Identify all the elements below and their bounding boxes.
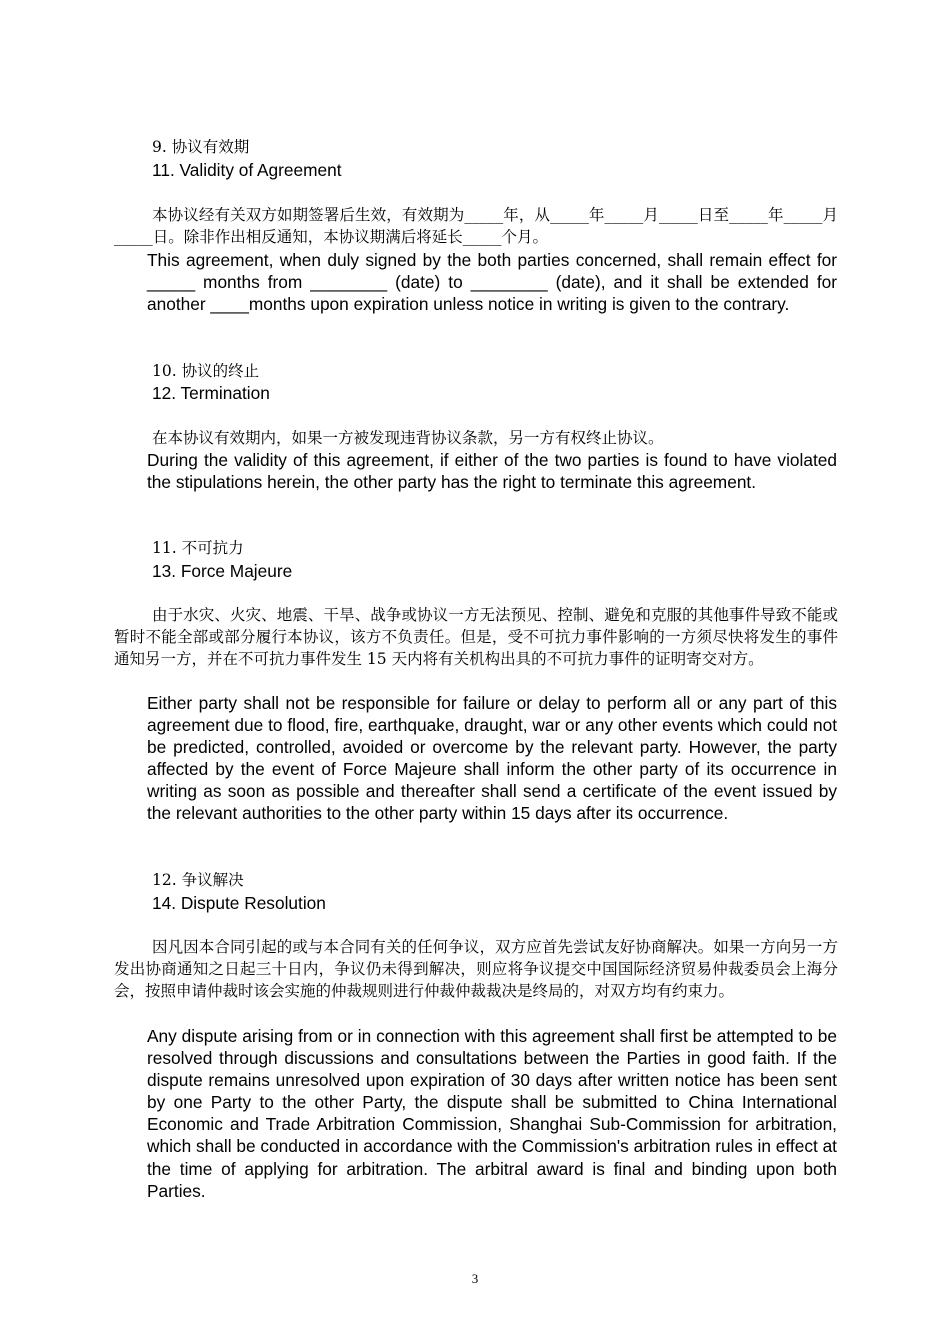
section-11-en-heading: 11. Validity of Agreement <box>152 160 342 180</box>
section-12-zh-heading: 12. 争议解决 <box>152 871 244 889</box>
validity-zh-paragraph: 本协议经有关双方如期签署后生效，有效期为_____年，从_____年_____月_____日至_____年_____月_____日。除非作出相反通知，本协议期满后将延长_____个月。 <box>114 206 838 247</box>
page-number: 3 <box>471 1271 479 1286</box>
section-9-zh-heading: 9. 协议有效期 <box>152 138 250 156</box>
section-12-en-heading: 12. Termination <box>152 383 270 403</box>
termination-en-paragraph: During the validity of this agreement, if either of the two parties is found to have violated the stipulations herein, the other party has the right to terminate this agreement. <box>147 450 837 493</box>
termination-zh-paragraph: 在本协议有效期内，如果一方被发现违背协议条款，另一方有权终止协议。 <box>152 429 664 447</box>
validity-en-paragraph: This agreement, when duly signed by the both parties concerned, shall remain effect for _____ months from ________ (date) to ________ (date), and it shall be extended for another ____months upon expiration unless notice in writing is given to the contrary. <box>147 250 837 315</box>
section-13-en-heading: 13. Force Majeure <box>152 561 293 581</box>
force-majeure-zh-paragraph: 由于水灾、火灾、地震、干旱、战争或协议一方无法预见、控制、避免和克服的其他事件导致不能或暂时不能全部或部分履行本协议，该方不负责任。但是，受不可抗力事件影响的一方须尽快将发生的事件通知另一方，并在不可抗力事件发生 15 天内将有关机构出具的不可抗力事件的证明寄交对方。 <box>114 606 838 669</box>
dispute-en-paragraph: Any dispute arising from or in connection with this agreement shall first be attempted to be resolved through discussions and consultations between the Parties in good faith. If the dispute remains unresolved upon expiration of 30 days after written notice has been sent by one Party to the other Party, the dispute shall be submitted to China International Economic and Trade Arbitration Commission, Shanghai Sub-Commission for arbitration, which shall be conducted in accordance with the Commission's arbitration rules in effect at the time of applying for arbitration. The arbitral award is final and binding upon both Parties. <box>147 1026 837 1201</box>
dispute-zh-paragraph: 因凡因本合同引起的或与本合同有关的任何争议，双方应首先尝试友好协商解决。如果一方向另一方发出协商通知之日起三十日内，争议仍未得到解决，则应将争议提交中国国际经济贸易仲裁委员会上海分会，按照申请仲裁时该会实施的仲裁规则进行仲裁仲裁裁决是终局的，对双方均有约束力。 <box>114 938 838 1001</box>
section-14-en-heading: 14. Dispute Resolution <box>152 893 326 913</box>
section-10-zh-heading: 10. 协议的终止 <box>152 362 260 380</box>
section-11-zh-heading: 11. 不可抗力 <box>152 539 244 557</box>
force-majeure-en-paragraph: Either party shall not be responsible for failure or delay to perform all or any part of this agreement due to flood, fire, earthquake, draught, war or any other events which could not be predicted, controlled, avoided or overcome by the relevant party. However, the party affected by the event of Force Majeure shall inform the other party of its occurrence in writing as soon as possible and thereafter shall send a certificate of the event issued by the relevant authorities to the other party within 15 days after its occurrence. <box>147 693 837 824</box>
